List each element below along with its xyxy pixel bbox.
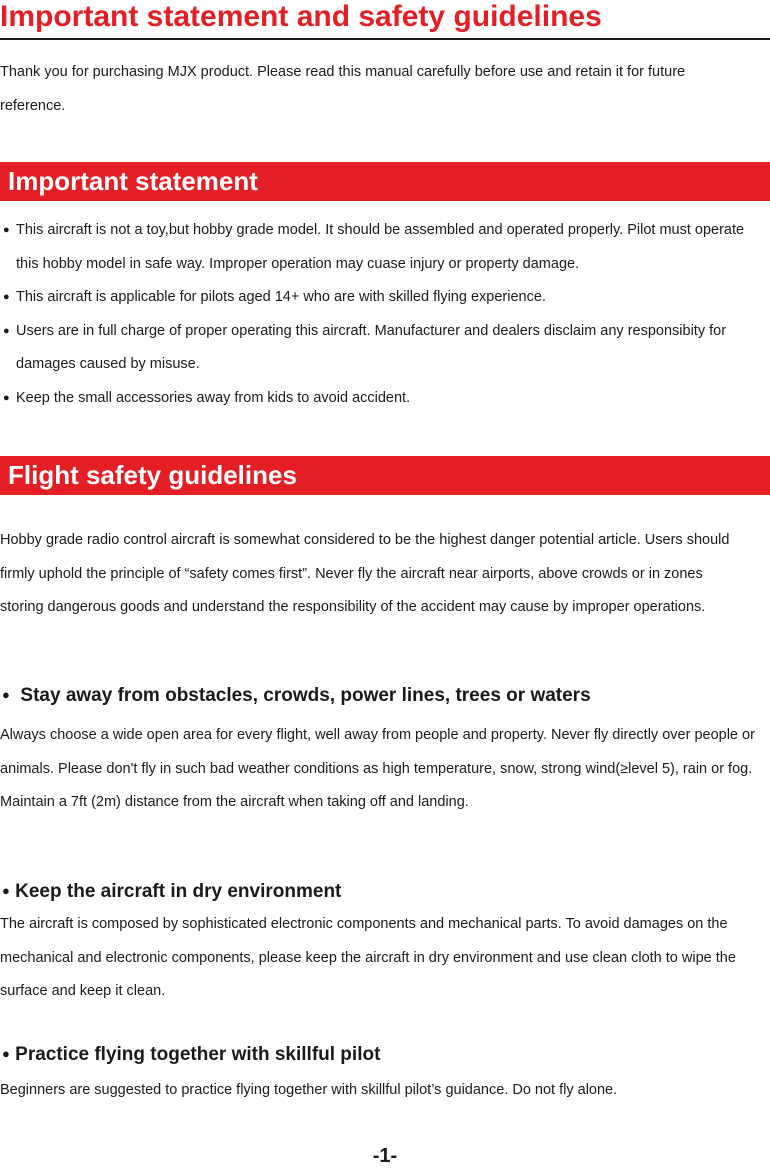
- section-heading-practice: [2, 1041, 380, 1068]
- bullet-icon: ●: [2, 883, 10, 898]
- flight-safety-heading: Flight safety guidelines: [0, 456, 770, 495]
- page-title: Important statement and safety guidelines: [0, 0, 602, 33]
- flight-safety-intro: Hobby grade radio control aircraft is somewhat considered to be the highest danger potential article. Users should firmly uphold the principle of “safety comes first”. Never fly the aircraft near airports, above crowds or in zones storing dangerous goods and understand the responsibility of the accident may cause by improper operations.: [0, 532, 730, 615]
- section-heading-dry-environment: [2, 878, 341, 905]
- title-divider: [0, 38, 770, 40]
- important-statement-list: [0, 214, 770, 415]
- section-body-practice: Beginners are suggested to practice flying together with skillful pilot’s guidance. Do not fly alone.: [0, 1082, 618, 1098]
- bullet-icon: ●: [2, 687, 10, 702]
- section-body-dry-environment: The aircraft is composed by sophisticated electronic components and mechanical parts. To avoid damages on the mechanical and electronic components, please keep the aircraft in dry environment and use clean cloth to wipe the surface and keep it clean.: [0, 916, 736, 999]
- section-title: Practice flying together with skillful pilot: [15, 1044, 381, 1065]
- section-title: Keep the aircraft in dry environment: [15, 881, 342, 902]
- list-item: ● This aircraft is applicable for pilots aged 14+ who are with skilled flying experience.: [0, 281, 770, 315]
- section-title: Stay away from obstacles, crowds, power lines, trees or waters: [20, 685, 591, 706]
- intro-paragraph: Thank you for purchasing MJX product. Please read this manual carefully before use and retain it for future reference.: [0, 64, 686, 114]
- list-item: ● Users are in full charge of proper operating this aircraft. Manufacturer and dealers disclaim any responsibity for damages caused by misuse.: [0, 315, 734, 382]
- bullet-icon: ●: [2, 1046, 10, 1061]
- list-item: ● This aircraft is not a toy,but hobby grade model. It should be assembled and operated properly. Pilot must operate this hobby model in safe way. Improper operation may cuase injury or property damage.: [0, 214, 770, 281]
- section-body-obstacles: Always choose a wide open area for every flight, well away from people and property. Never fly directly over people or animals. Please don't fly in such bad weather conditions as high temperature, snow, strong wind(≥level 5), rain or fog. Maintain a 7ft (2m) distance from the aircraft when taking off and landing.: [0, 727, 755, 810]
- page-number: -1-: [372, 1145, 398, 1167]
- section-heading-obstacles: [2, 682, 591, 709]
- important-statement-heading: Important statement: [0, 162, 770, 201]
- list-item: ● Keep the small accessories away from kids to avoid accident.: [0, 382, 770, 416]
